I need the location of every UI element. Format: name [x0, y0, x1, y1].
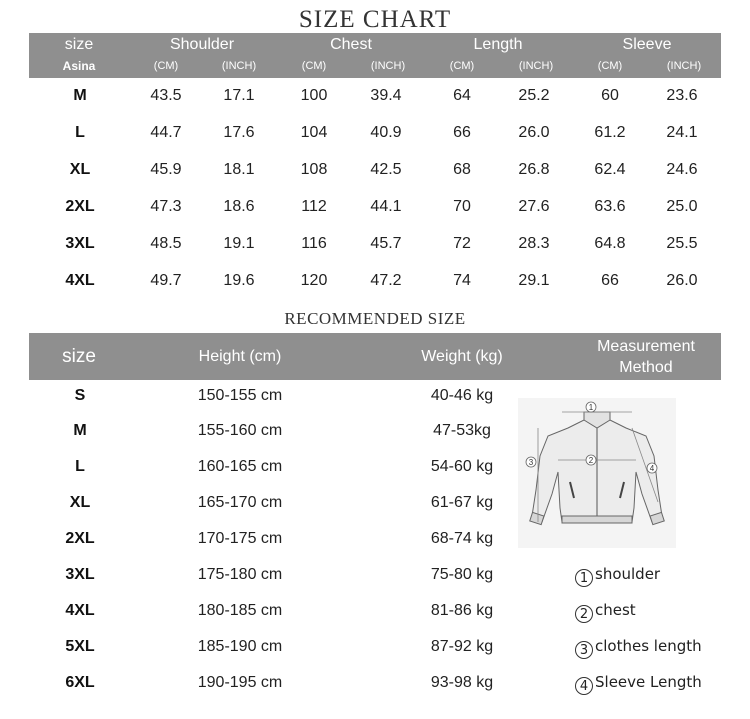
rec-weight: 61-67 kg	[430, 494, 494, 511]
size-chart-size: 3XL	[65, 235, 95, 252]
table-cell: 48.5	[150, 235, 182, 252]
table-cell: 45.9	[150, 161, 182, 178]
legend-shoulder	[575, 565, 660, 587]
rec-weight: 87-92 kg	[430, 638, 494, 655]
header-shoulder: Shoulder	[169, 36, 235, 53]
table-cell: 40.9	[370, 124, 402, 141]
rec-weight: 54-60 kg	[430, 458, 494, 475]
table-cell: 60	[601, 87, 619, 104]
rec-weight: 68-74 kg	[430, 530, 494, 547]
table-cell: 45.7	[370, 235, 402, 252]
table-cell: 29.1	[518, 272, 550, 289]
table-cell: 43.5	[150, 87, 182, 104]
size-chart-size: M	[73, 87, 87, 104]
size-chart-size: L	[75, 124, 85, 141]
jacket-measurement-diagram	[518, 398, 676, 548]
header-length: Length	[473, 36, 523, 53]
marker-3-label: 3	[528, 458, 534, 467]
legend-number: 4	[575, 677, 593, 695]
header-shoulder-cm: (CM)	[153, 60, 179, 72]
header-length-cm: (CM)	[449, 60, 475, 72]
table-cell: 47.3	[150, 198, 182, 215]
size-chart-header	[29, 33, 721, 78]
table-cell: 26.8	[518, 161, 550, 178]
rec-height: 165-170 cm	[197, 494, 283, 511]
rec-height: 170-175 cm	[197, 530, 283, 547]
rec-height: 185-190 cm	[197, 638, 283, 655]
table-cell: 74	[453, 272, 471, 289]
table-cell: 49.7	[150, 272, 182, 289]
header-chest-inch: (INCH)	[370, 60, 406, 72]
size-chart-size: 2XL	[65, 198, 95, 215]
table-cell: 70	[453, 198, 471, 215]
table-cell: 17.1	[223, 87, 255, 104]
table-cell: 19.6	[223, 272, 255, 289]
jacket-icon	[518, 398, 676, 548]
header-shoulder-inch: (INCH)	[221, 60, 257, 72]
table-cell: 64	[453, 87, 471, 104]
table-cell: 62.4	[594, 161, 626, 178]
table-cell: 44.1	[370, 198, 402, 215]
header-length-inch: (INCH)	[518, 60, 554, 72]
legend-clothes-length	[575, 637, 702, 659]
rec-header-weight: Weight (kg)	[421, 348, 503, 365]
table-cell: 64.8	[594, 235, 626, 252]
legend-label: Sleeve Length	[595, 673, 702, 691]
table-cell: 25.5	[666, 235, 698, 252]
recommended-size-title: RECOMMENDED SIZE	[284, 309, 466, 328]
header-chest: Chest	[330, 36, 372, 53]
rec-height: 190-195 cm	[197, 674, 283, 691]
legend-number: 1	[575, 569, 593, 587]
legend-label: chest	[595, 601, 636, 619]
table-cell: 26.0	[518, 124, 550, 141]
legend-sleeve-length	[575, 673, 702, 695]
rec-height: 175-180 cm	[197, 566, 283, 583]
legend-number: 3	[575, 641, 593, 659]
table-cell: 24.1	[666, 124, 698, 141]
table-cell: 23.6	[666, 87, 698, 104]
marker-2-label: 2	[588, 456, 594, 465]
table-cell: 42.5	[370, 161, 402, 178]
rec-height: 150-155 cm	[197, 387, 283, 404]
table-cell: 66	[453, 124, 471, 141]
table-cell: 47.2	[370, 272, 402, 289]
table-cell: 66	[601, 272, 619, 289]
table-cell: 25.0	[666, 198, 698, 215]
rec-height: 155-160 cm	[197, 422, 283, 439]
table-cell: 108	[300, 161, 328, 178]
rec-header-measurement-line2: Method	[619, 359, 673, 376]
header-asina-label: Asina	[62, 59, 96, 73]
rec-height: 160-165 cm	[197, 458, 283, 475]
table-cell: 28.3	[518, 235, 550, 252]
rec-weight: 81-86 kg	[430, 602, 494, 619]
size-chart-size: 4XL	[65, 272, 95, 289]
rec-header-measurement-line1: Measurement	[597, 338, 695, 355]
table-cell: 19.1	[223, 235, 255, 252]
header-size-label: size	[64, 36, 94, 53]
table-cell: 24.6	[666, 161, 698, 178]
table-cell: 100	[300, 87, 328, 104]
rec-size: 3XL	[65, 566, 95, 583]
size-chart-title: SIZE CHART	[298, 6, 452, 33]
rec-size: M	[73, 422, 87, 439]
table-cell: 44.7	[150, 124, 182, 141]
rec-height: 180-185 cm	[197, 602, 283, 619]
legend-label: clothes length	[595, 637, 702, 655]
rec-header-height: Height (cm)	[198, 348, 282, 365]
size-chart-size: XL	[69, 161, 91, 178]
table-cell: 72	[453, 235, 471, 252]
legend-number: 2	[575, 605, 593, 623]
table-cell: 120	[300, 272, 328, 289]
recommended-header	[29, 333, 721, 380]
table-cell: 18.1	[223, 161, 255, 178]
rec-size: L	[75, 458, 85, 475]
table-cell: 104	[300, 124, 328, 141]
legend-chest	[575, 601, 636, 623]
rec-weight: 75-80 kg	[430, 566, 494, 583]
table-cell: 68	[453, 161, 471, 178]
table-cell: 112	[301, 198, 327, 215]
rec-weight: 93-98 kg	[430, 674, 494, 691]
table-cell: 17.6	[223, 124, 255, 141]
table-cell: 25.2	[518, 87, 550, 104]
rec-weight: 40-46 kg	[430, 387, 494, 404]
rec-size: 5XL	[65, 638, 95, 655]
rec-size: S	[74, 387, 86, 404]
header-chest-cm: (CM)	[301, 60, 327, 72]
table-cell: 116	[301, 235, 327, 252]
table-cell: 63.6	[594, 198, 626, 215]
table-cell: 26.0	[666, 272, 698, 289]
header-sleeve: Sleeve	[622, 36, 672, 53]
rec-size: XL	[69, 494, 91, 511]
rec-header-measurement	[597, 336, 695, 378]
rec-weight: 47-53kg	[433, 422, 491, 439]
table-cell: 27.6	[518, 198, 550, 215]
marker-1-label: 1	[588, 403, 594, 412]
header-sleeve-inch: (INCH)	[666, 60, 702, 72]
table-cell: 39.4	[370, 87, 402, 104]
table-cell: 61.2	[594, 124, 626, 141]
marker-4-label: 4	[649, 464, 655, 473]
rec-header-size: size	[62, 346, 96, 367]
rec-size: 4XL	[65, 602, 95, 619]
legend-label: shoulder	[595, 565, 661, 583]
table-cell: 18.6	[223, 198, 255, 215]
rec-size: 6XL	[65, 674, 95, 691]
header-sleeve-cm: (CM)	[597, 60, 623, 72]
rec-size: 2XL	[65, 530, 95, 547]
